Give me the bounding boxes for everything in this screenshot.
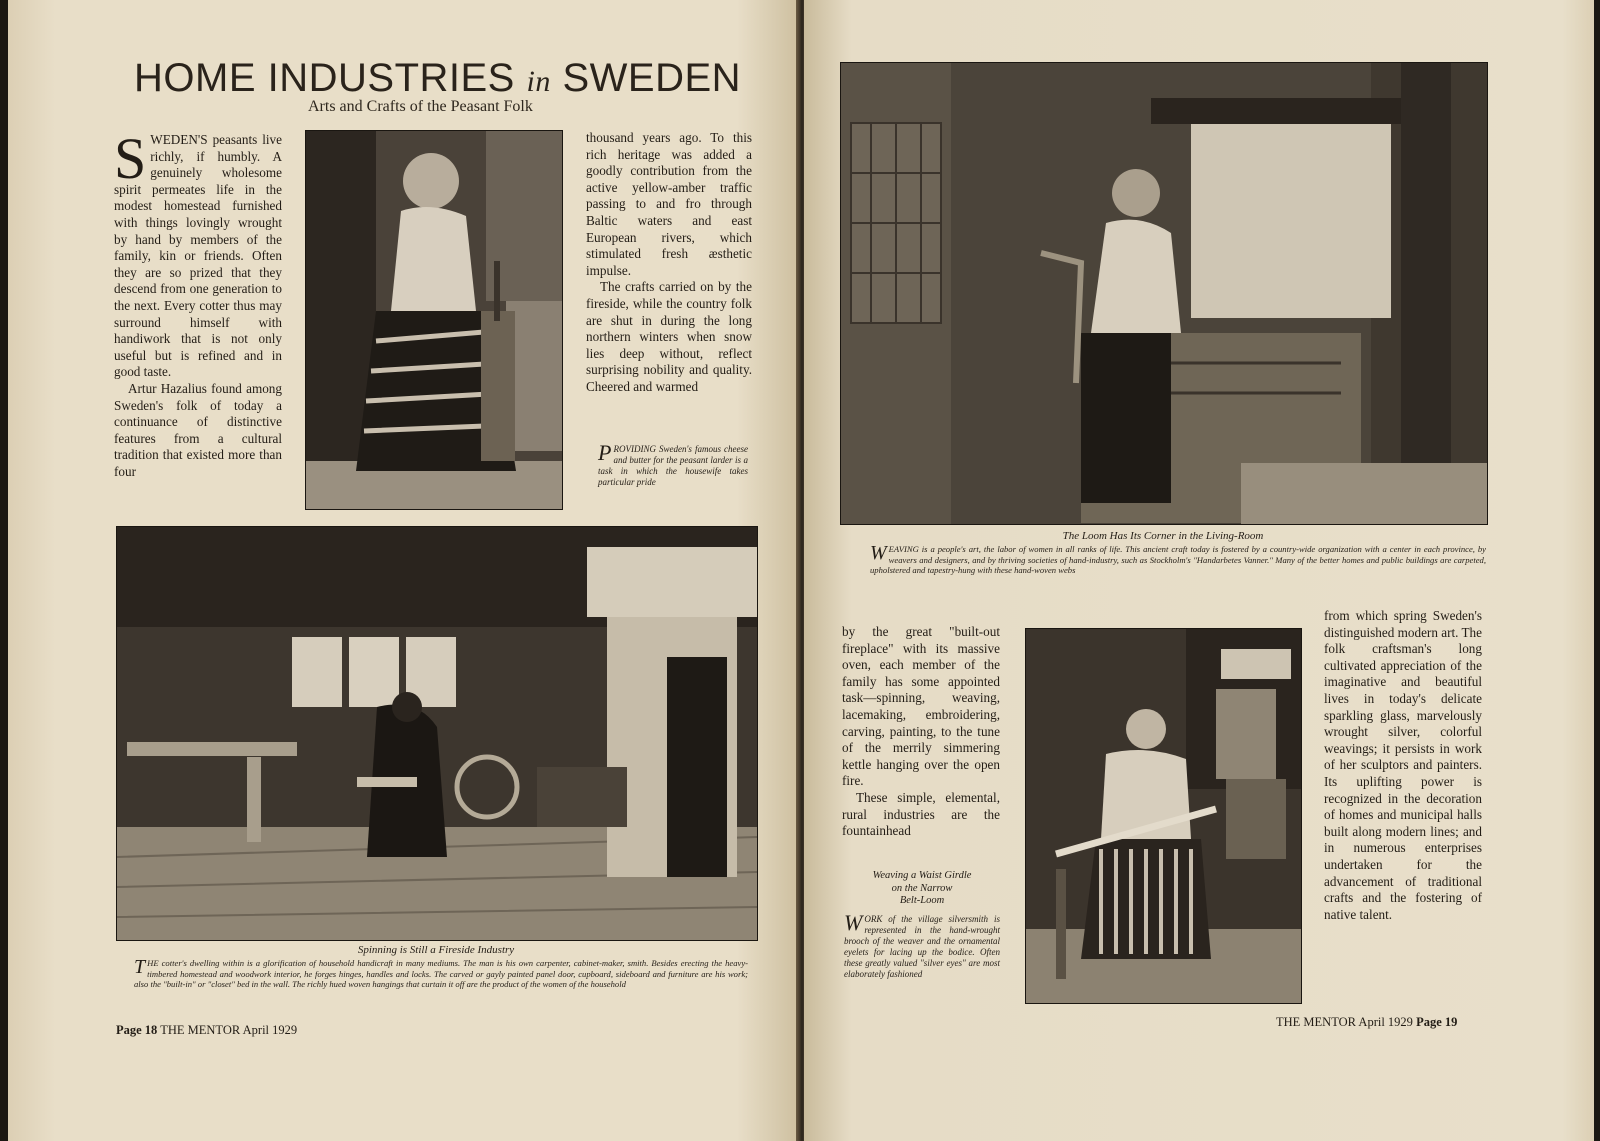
right-page-folio xyxy=(1276,1015,1457,1030)
col1-paragraph-1: by the great "built-out fireplace" with its massive oven, each member of the family has some appointed task—spinning, weaving, lacemaking, embroidering, carving, painting, to the tune of the merrily simmering kettle hanging over the open fire. xyxy=(842,624,1000,789)
photo-butter-churning xyxy=(305,130,563,510)
page-number: Page 18 xyxy=(116,1023,158,1037)
photo-belt-loom xyxy=(1025,628,1302,1004)
right-column-3 xyxy=(1324,608,1482,923)
spinning-caption-body: THE cotter's dwelling within is a glorification of household handicraft in many mediums. The man is his own carpenter, cabinet-maker, smith. Besides erecting the heavy-timbered homestead and woodwork interior, he forges hinges, handles and locks. The carved or gayly painted panel door, cupboard, sideboard and furniture are his work; also the "built-in" or "closet" bed in the wall. The richly hued woven hangings that curtain it off are the product of the women of the household xyxy=(134,956,748,990)
issue-date: April 1929 xyxy=(1358,1015,1413,1029)
loom-caption-title: The Loom Has Its Corner in the Living-Room xyxy=(1062,530,1264,542)
right-page xyxy=(804,0,1594,1141)
title-connector: in xyxy=(526,65,551,98)
right-column-1 xyxy=(842,624,1000,840)
belt-caption-body: WORK of the village silversmith is represented in the hand-wrought brooch of the weaver and the ornamental eyelets for lacing up the bodice. Often these greatly valued "silver eyes" are most elaborately fashioned xyxy=(844,909,1000,979)
issue-date: April 1929 xyxy=(242,1023,298,1037)
left-column-1 xyxy=(114,126,282,480)
loom-caption-body: WEAVING is a people's art, the labor of women in all ranks of life. This ancient craft today is fostered by a country-wide organization with a center in each province, by weavers and designers, and by thriving societies of hand-industry, such as Stockholm's "Handarbetes Vanner." Many of the better homes and public buildings are carpeted, upholstered and tapestry-hung with these hand-woven webs xyxy=(870,542,1486,576)
left-page-folio xyxy=(116,1023,297,1038)
belt-caption-title-line-1: Weaving a Waist Girdle xyxy=(872,870,972,881)
left-column-2 xyxy=(586,130,752,396)
article-subtitle: Arts and Crafts of the Peasant Folk xyxy=(308,98,533,115)
article-title: HOME INDUSTRIES in SWEDEN xyxy=(134,56,742,100)
caption-initial: P xyxy=(598,440,612,465)
photo-loom xyxy=(840,62,1488,525)
left-page xyxy=(8,0,800,1141)
caption-initial: W xyxy=(844,909,863,935)
col1-paragraph-2: These simple, elemental, rural industries are the fountainhead xyxy=(842,789,1000,839)
col2-paragraph-1: thousand years ago. To this rich heritage was added a goodly contribution from the active yellow-amber traffic passing to and fro through Baltic waters and east European rivers, which stimulated fresh æsthetic impulse. xyxy=(586,130,752,278)
caption-initial: W xyxy=(870,542,887,564)
belt-caption-title-line-2: on the Narrow xyxy=(891,882,953,894)
butter-photo-caption: PROVIDING Sweden's famous cheese and butter for the peasant larder is a task in which the housewife takes particular pride xyxy=(598,440,748,487)
belt-caption-title-line-3: Belt-Loom xyxy=(899,895,945,906)
page-number: Page 19 xyxy=(1416,1015,1458,1029)
spinning-caption-title: Spinning is Still a Fireside Industry xyxy=(357,944,515,956)
drop-cap: S xyxy=(114,126,147,191)
col1-paragraph-1: WEDEN'S peasants live richly, if humbly. A genuinely wholesome spirit permeates life in the modest homestead furnished with things lovingly wrought by hand by members of the family, kin or friends. Often they are so prized that they descend from one generation to the next. Every cotter thus may surround himself with handiwork that is not only useful but is refined and in good taste. xyxy=(114,132,282,380)
magazine-name: THE MENTOR xyxy=(160,1023,241,1037)
col1-paragraph-2: Artur Hazalius found among Sweden's folk of today a continuance of distinctive features from a cultural tradition that existed more than four xyxy=(114,380,282,479)
magazine-name: THE MENTOR xyxy=(1276,1015,1356,1029)
col2-paragraph-2: The crafts carried on by the fireside, while the country folk are shut in during the long northern winters when snow lies deep without, reflect surprising nobility and quality. Cheered and warmed xyxy=(586,279,752,394)
col3-paragraph-1: from which spring Sweden's distinguished modern art. The folk craftsman's long cultivated appreciation of the imaginative and beautiful lives in today's delicate sparkling glass, marvelously wrought silver, colorful weavings; it persists in work of her sculptors and painters. Its uplifting power is recognized in the decoration of homes and municipal halls built along modern lines; and in numerous enterprises undertaken for the advancement of traditional crafts and the fostering of native talent. xyxy=(1324,608,1482,922)
photo-spinning-wheel xyxy=(116,526,758,941)
caption-initial: T xyxy=(134,956,146,978)
belt-photo-caption xyxy=(844,870,1000,980)
